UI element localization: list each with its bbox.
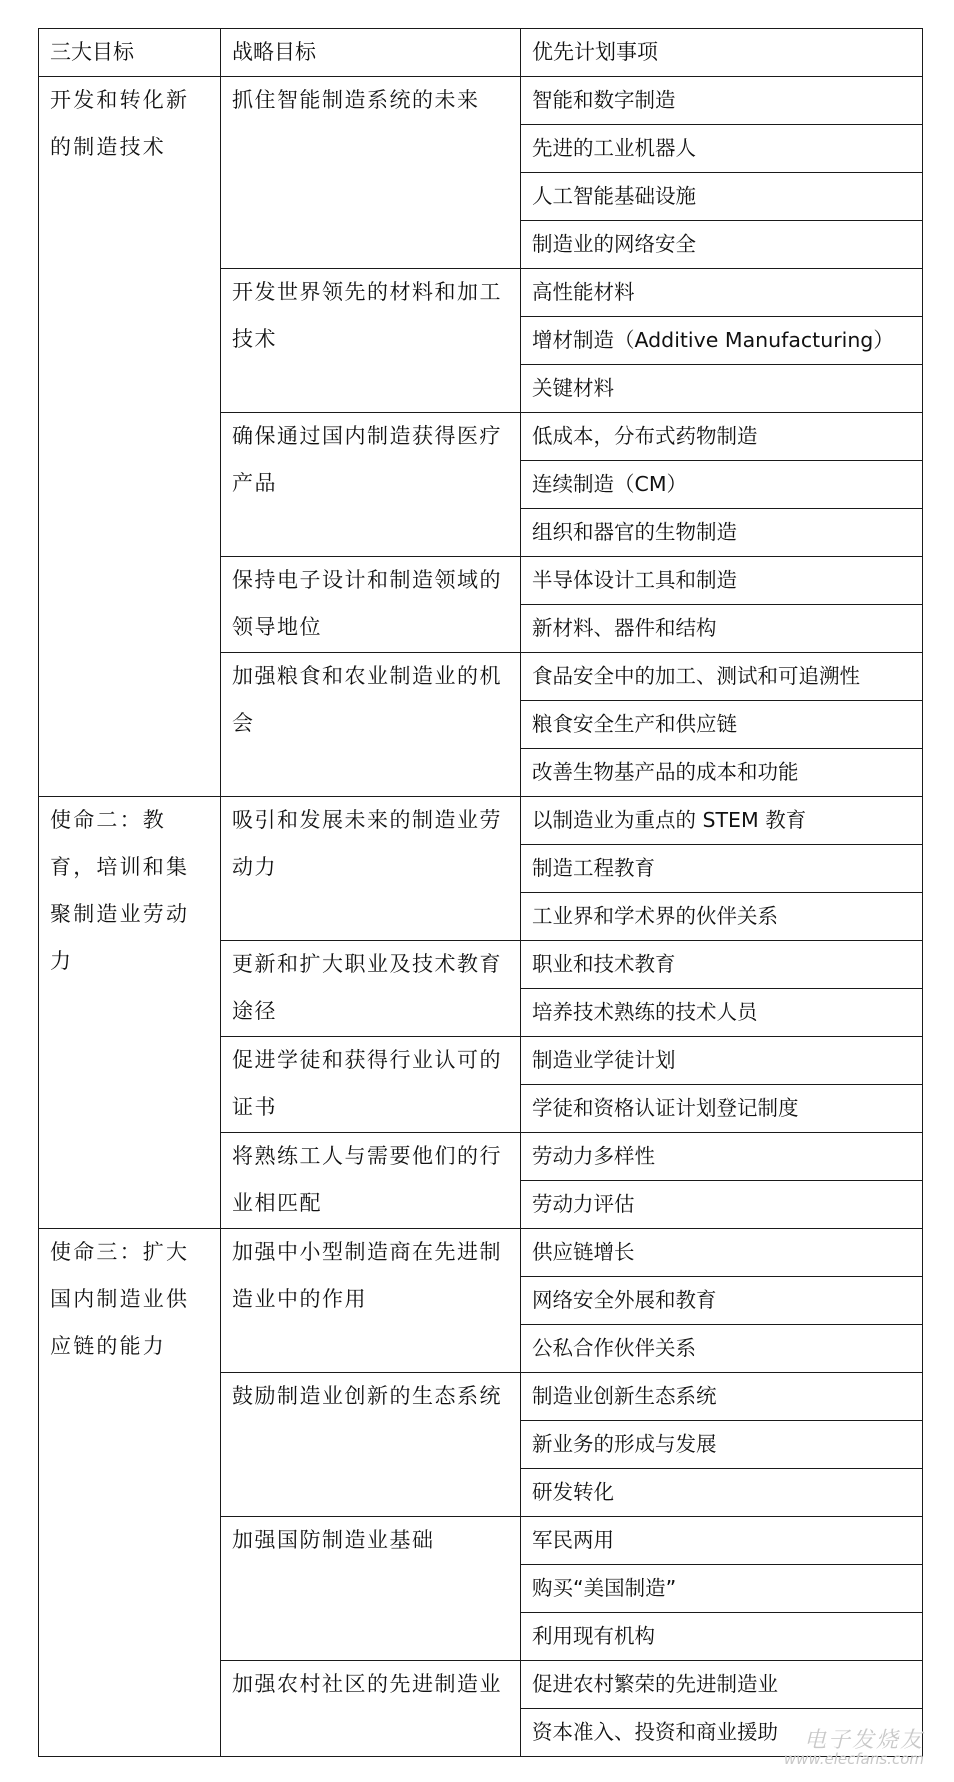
priority-item-cell: 新材料、器件和结构 [521, 605, 923, 653]
strategy-cell: 将熟练工人与需要他们的行业相匹配 [221, 1133, 521, 1229]
priority-item-cell: 半导体设计工具和制造 [521, 557, 923, 605]
priority-item-cell: 网络安全外展和教育 [521, 1277, 923, 1325]
header-strategy: 战略目标 [221, 29, 521, 77]
priority-item-cell: 关键材料 [521, 365, 923, 413]
table-header-row [39, 29, 923, 77]
table-row [39, 77, 923, 125]
priority-item-cell: 军民两用 [521, 1517, 923, 1565]
priority-item-cell: 低成本，分布式药物制造 [521, 413, 923, 461]
priority-item-cell: 以制造业为重点的 STEM 教育 [521, 797, 923, 845]
priority-item-cell: 职业和技术教育 [521, 941, 923, 989]
priority-item-cell: 人工智能基础设施 [521, 173, 923, 221]
priority-item-cell: 促进农村繁荣的先进制造业 [521, 1661, 923, 1709]
strategy-cell: 加强农村社区的先进制造业 [221, 1661, 521, 1757]
priority-item-cell: 学徒和资格认证计划登记制度 [521, 1085, 923, 1133]
priority-item-cell: 劳动力多样性 [521, 1133, 923, 1181]
watermark-cn: 电子发烧友 [803, 1728, 924, 1753]
header-priority: 优先计划事项 [521, 29, 923, 77]
strategy-cell: 加强国防制造业基础 [221, 1517, 521, 1661]
strategy-cell: 加强粮食和农业制造业的机会 [221, 653, 521, 797]
priority-item-cell: 劳动力评估 [521, 1181, 923, 1229]
priority-item-cell: 高性能材料 [521, 269, 923, 317]
priority-item-cell: 智能和数字制造 [521, 77, 923, 125]
priority-item-cell: 供应链增长 [521, 1229, 923, 1277]
priority-item-cell: 改善生物基产品的成本和功能 [521, 749, 923, 797]
strategy-cell: 促进学徒和获得行业认可的证书 [221, 1037, 521, 1133]
priority-item-cell: 制造业创新生态系统 [521, 1373, 923, 1421]
strategy-cell: 开发世界领先的材料和加工技术 [221, 269, 521, 413]
table-row [39, 797, 923, 845]
header-goal: 三大目标 [39, 29, 221, 77]
strategy-cell: 抓住智能制造系统的未来 [221, 77, 521, 269]
priority-item-cell: 利用现有机构 [521, 1613, 923, 1661]
priority-item-cell: 先进的工业机器人 [521, 125, 923, 173]
priority-item-cell: 购买“美国制造” [521, 1565, 923, 1613]
priority-item-cell: 制造业的网络安全 [521, 221, 923, 269]
priority-item-cell: 制造工程教育 [521, 845, 923, 893]
strategy-cell: 加强中小型制造商在先进制造业中的作用 [221, 1229, 521, 1373]
priority-item-cell: 研发转化 [521, 1469, 923, 1517]
priority-item-cell: 工业界和学术界的伙伴关系 [521, 893, 923, 941]
strategy-cell: 保持电子设计和制造领域的领导地位 [221, 557, 521, 653]
priority-item-cell: 培养技术熟练的技术人员 [521, 989, 923, 1037]
goal-cell: 使命三：扩大国内制造业供应链的能力 [39, 1229, 221, 1757]
priority-item-cell: 增材制造（Additive Manufacturing） [521, 317, 923, 365]
priority-item-cell: 粮食安全生产和供应链 [521, 701, 923, 749]
strategy-cell: 确保通过国内制造获得医疗产品 [221, 413, 521, 557]
priority-item-cell: 资本准入、投资和商业援助 [521, 1709, 923, 1757]
strategy-cell: 鼓励制造业创新的生态系统 [221, 1373, 521, 1517]
goal-cell: 使命二：教育，培训和集聚制造业劳动力 [39, 797, 221, 1229]
priority-item-cell: 连续制造（CM） [521, 461, 923, 509]
table-body [39, 77, 923, 1757]
watermark-logo [783, 1728, 924, 1768]
priorities-table [38, 28, 923, 1757]
priority-item-cell: 制造业学徒计划 [521, 1037, 923, 1085]
priority-item-cell: 食品安全中的加工、测试和可追溯性 [521, 653, 923, 701]
priority-item-cell: 新业务的形成与发展 [521, 1421, 923, 1469]
watermark-url: www.elecfans.com [783, 1750, 924, 1768]
table-row [39, 1229, 923, 1277]
strategy-cell: 吸引和发展未来的制造业劳动力 [221, 797, 521, 941]
goal-cell: 开发和转化新的制造技术 [39, 77, 221, 797]
strategy-cell: 更新和扩大职业及技术教育途径 [221, 941, 521, 1037]
priority-item-cell: 组织和器官的生物制造 [521, 509, 923, 557]
priority-item-cell: 公私合作伙伴关系 [521, 1325, 923, 1373]
